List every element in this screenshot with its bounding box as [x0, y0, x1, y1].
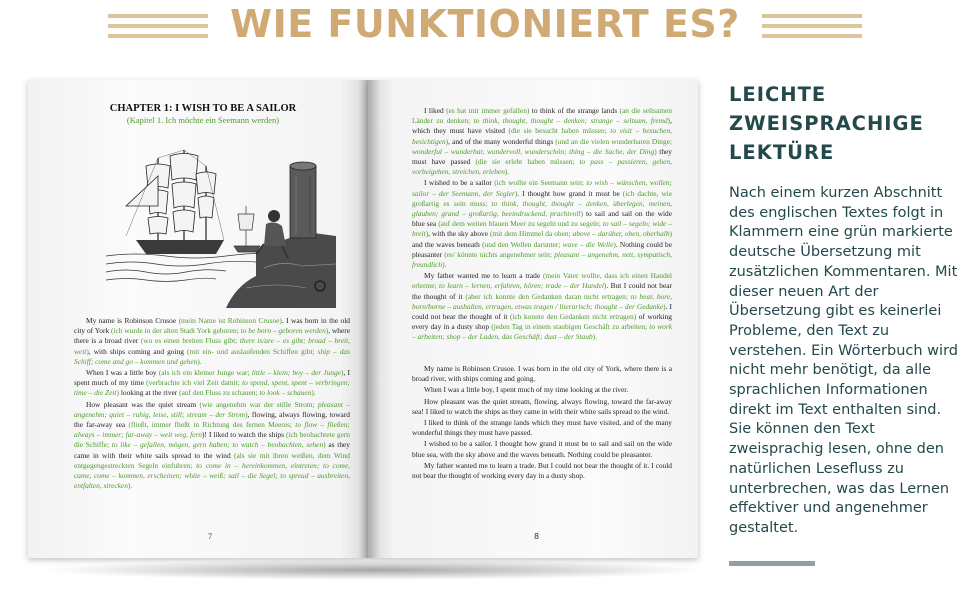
german-translation: there is/are – es gibt; broad – breit, weit — [74, 336, 351, 356]
german-translation: (ich wurde in der alten Stadt York geboren; — [111, 326, 241, 336]
right-page-bilingual-text — [412, 106, 672, 344]
german-translation: ) — [654, 146, 657, 156]
book-page-right — [368, 80, 698, 558]
german-translation: (die sie erlebt haben müssen; — [475, 157, 580, 167]
chapter-subtitle: (Kapitel 1. Ich möchte ein Seemann werden) — [126, 115, 280, 125]
english-text: I liked — [424, 106, 447, 115]
paragraph — [412, 106, 672, 177]
german-translation: to think, thought, thought – denken; strange – seltsam, fremd — [473, 116, 668, 126]
english-paragraph: I liked to think of the strange lands which they must have visited, and of the many wonderful things they must have passed. — [412, 418, 672, 438]
german-translation: ) — [663, 301, 666, 311]
german-translation: to learn – lernen, erfahren, hören; trade – der Handel — [439, 281, 604, 291]
german-translation: to wish – wünschen, wollen; sailor – der Seemann, der Segler — [412, 178, 672, 198]
german-translation: ) — [580, 209, 583, 219]
english-text: to sail and sail on the wide blue sea — [412, 209, 672, 229]
german-translation: (fließt, immer fließt in Richtung des fernen Meeres; — [128, 420, 296, 430]
english-text: of working every day in a dusty shop — [412, 312, 672, 332]
german-translation: to flow – fließen; always – immer; far-away – weit weg, fern — [74, 420, 351, 440]
german-translation: ) — [86, 346, 89, 356]
page-title: WIE FUNKTIONIERT ES? — [230, 2, 740, 46]
english-text: How pleasant was the quiet stream — [86, 399, 200, 409]
german-translation: wave – die Welle — [562, 239, 614, 249]
german-translation: (und den Wellen darunter; — [482, 239, 563, 249]
english-text: My name is Robinson Crusoe — [86, 316, 179, 325]
english-paragraph: My name is Robinson Crusoe. I was born in the old city of York, where there is a broad river, with ships coming and going. — [412, 364, 672, 384]
section-description: Nach einem kurzen Abschnitt des englischen Textes folgt in Klammern eine grün markierte deutsche Übersetzung mit zusätzlichen Kommentaren. Mit dieser neuen Art der Übersetzung gibt es keinerlei Probleme, den Text zu verstehen. Ein Wörterbuch wird nicht mehr benötigt, da alle sprachlichen Informationen direkt im Text enthalten sind. Sie können den Text zweisprachig lesen, ohne den natürlichen Lesefluss zu unterbrechen, was das Lernen effektiver und angenehmer gestaltet. — [729, 185, 958, 536]
german-translation: ) — [613, 239, 616, 249]
german-translation: ) — [667, 116, 671, 126]
right-page-english-text — [412, 364, 672, 482]
english-text: they must have passed — [412, 146, 672, 167]
german-translation: (und an die vielen wunderbaren Dinge; — [555, 136, 672, 146]
english-paragraph: My father wanted me to learn a trade. But I could not bear the thought of it. I could not bear the thought of working every day in a dusty shop. — [412, 460, 672, 481]
german-translation: to visit – besuchen, besichtigen — [412, 126, 672, 146]
german-translation: ) — [425, 229, 429, 239]
english-paragraph: How pleasant was the quiet stream, flowing, always flowing, toward the far-away sea! I liked to watch the ships as they came in with their white sails spread to the wind. — [412, 396, 672, 416]
english-text: , and of the many wonderful things — [448, 136, 556, 146]
german-translation: (verbrachte ich viel Zeit damit; — [146, 378, 243, 388]
german-translation: to work – arbeiten; shop – der Laden, das Geschäft; dust – der Staub — [412, 322, 672, 342]
english-text: )! I liked to watch the ships — [202, 430, 287, 440]
german-translation: ) — [514, 188, 518, 198]
german-translation: (mein Name ist Robinson Crusoe) — [178, 316, 282, 325]
german-translation: (ich konnte den Gedanken nicht ertragen) — [509, 312, 637, 322]
english-text: . I was born in the old city of York — [74, 316, 350, 336]
german-translation: (ich dachte, wie großartig es sein muss; — [412, 188, 672, 208]
paragraph — [74, 368, 350, 399]
german-translation: ) — [325, 326, 329, 336]
english-text: as they came in with their white sails spread to the wind — [74, 440, 350, 460]
german-translation: ) — [603, 281, 607, 291]
decorative-stripes-right — [762, 14, 862, 44]
german-translation: ). — [504, 167, 510, 177]
german-translation: (mein Vater wollte, dass ich einen Handel erlernte; — [412, 271, 672, 291]
german-translation: to look – schauen — [259, 388, 312, 398]
decorative-divider — [729, 561, 815, 566]
german-translation: ) — [445, 136, 449, 146]
english-text: . I thought how grand it must be — [517, 188, 623, 198]
page-number-left: 7 — [208, 532, 212, 541]
german-translation: to bear, bore, born/borne – aushalten, ertragen, etwas tragen / literarisch; thought – der Gedanke — [412, 291, 673, 311]
english-text: . I could not bear the thought of it — [412, 301, 672, 322]
german-translation: (ich beobachtete gern die Schiffe; — [74, 430, 351, 450]
german-translation: to pass – passieren, gehen, vorbeigehen, streichen, erleben — [412, 157, 673, 177]
german-translation: to like – gefallen, mögen, gern haben; to watch – beobachten, sehen — [111, 440, 324, 450]
german-translation: to sail – segeln; wide – breit — [412, 219, 673, 239]
english-text: , where there is a broad river — [74, 326, 350, 346]
chapter-heading — [68, 102, 338, 126]
header — [0, 0, 970, 60]
left-page-bilingual-text — [74, 316, 350, 492]
german-translation: ). — [197, 356, 202, 366]
english-text: . But I could not bear the thought of it — [412, 281, 673, 301]
german-translation: ). — [592, 332, 597, 342]
english-text: When I was a little boy — [86, 368, 159, 378]
german-translation: ) — [245, 409, 248, 419]
paragraph — [74, 316, 350, 367]
german-translation: (mit dem Himmel da oben; — [490, 229, 573, 239]
english-text: I wished to be a sailor — [424, 178, 495, 188]
german-translation: ) — [116, 388, 119, 398]
english-text: , with ships coming and going — [88, 346, 187, 356]
book-shadow — [38, 560, 708, 580]
german-translation: (auf den Fluss zu schauen; — [179, 388, 260, 398]
german-translation: pleasant – angenehm, nett, sympatisch, freundlich — [412, 249, 672, 270]
german-translation: little – klein; boy – der Junge — [251, 368, 341, 378]
paragraph — [412, 271, 672, 342]
german-translation: to spend, spent, spent – verbringen; time – die Zeit — [74, 378, 351, 398]
german-translation: (auf dem weiten blauen Meer zu segeln und zu segeln; — [438, 219, 603, 229]
english-text: . Nothing could be pleasanter — [412, 239, 673, 259]
english-paragraph: When I was a little boy, I spent much of my time looking at the river. — [424, 385, 629, 395]
german-translation: (als ich ein kleiner Junge war; — [158, 368, 252, 378]
english-text: , which they must have visited — [412, 116, 672, 136]
german-translation: ). — [311, 388, 316, 398]
section-heading: LEICHTE ZWEISPRACHIGE LEKTÜRE — [729, 83, 924, 164]
german-translation: ) — [669, 229, 672, 239]
german-translation: (als sie mit ihren weißen, dem Wind entgegengestreckten Segeln einfuhren; — [74, 450, 350, 470]
german-translation: to come in – hereinkommen, eintreten; to come, came, come – kommen, erscheinen; white – weiß; sail – die Segel; to spread – ausbreiten, entfalten, strecken — [74, 460, 350, 491]
open-book — [28, 80, 708, 580]
german-translation: (ich wollte ein Seemann sein; — [494, 178, 587, 188]
english-text: , with the sky above — [428, 229, 491, 239]
sailing-ship-illustration — [106, 136, 336, 308]
german-translation: wonderful – wunderbar, wundervoll, wunderschön; thing – die Sache, der Ding — [412, 146, 655, 156]
german-translation: (aber ich konnte den Gedanken daran nicht ertragen; — [465, 291, 631, 301]
german-translation: ) — [340, 368, 344, 378]
german-translation: (an die seltsamen Länder zu denken; — [412, 106, 673, 126]
german-translation: (mit ein- und auslaufenden Schiffen gibt; — [186, 346, 318, 356]
english-paragraph: I wished to be a sailor. I thought how grand it must be to sail and sail on the wide blue sea, with the sky above and the waves beneath. Nothing could be pleasanter. — [412, 439, 672, 459]
paragraph — [412, 178, 672, 270]
english-text: looking at the river — [118, 388, 180, 398]
german-translation: (es hat mir immer gefallen) — [446, 106, 530, 115]
page-number-right: 8 — [534, 532, 540, 541]
german-translation: ship – das Schiff; come and go – kommen und gehen — [74, 346, 350, 366]
english-text: to think of the strange lands — [529, 106, 620, 115]
english-text: and the waves beneath — [412, 239, 483, 249]
german-translation: to be born – geboren werden — [240, 326, 326, 336]
german-translation: (jeden Tag in einem staubigen Geschäft zu arbeiten; — [491, 322, 650, 332]
chapter-title: CHAPTER 1: I WISH TO BE A SAILOR — [109, 103, 297, 114]
english-text: , flowing, always flowing, toward the far-away sea — [74, 409, 350, 430]
book-page-left — [28, 80, 368, 558]
german-translation: (die sie besucht haben müssen; — [508, 126, 611, 136]
english-text: My father wanted me to learn a trade — [424, 271, 543, 281]
german-translation: (wie angenehm war der stille Strom; — [199, 399, 318, 409]
german-translation: to think, thought, thought – denken, überlegen, meinen, glauben; grand – großartig, beeindruckend, prachtvoll — [412, 198, 672, 219]
english-text: , I spent much of my time — [74, 368, 350, 388]
german-translation: ). — [127, 481, 133, 491]
german-translation: above – darüber, oben, oberhalb — [572, 229, 670, 239]
german-translation: pleasant – angenehm; quiet – ruhig, leise, still; stream – der Strom — [74, 399, 350, 419]
german-translation: (es/ könnte nichts angenehmer sein; — [444, 249, 555, 259]
german-translation: ). — [442, 260, 447, 270]
german-translation: (wo es einen breiten Fluss gibt; — [140, 336, 240, 346]
paragraph — [74, 400, 350, 492]
german-translation: ) — [323, 440, 326, 450]
